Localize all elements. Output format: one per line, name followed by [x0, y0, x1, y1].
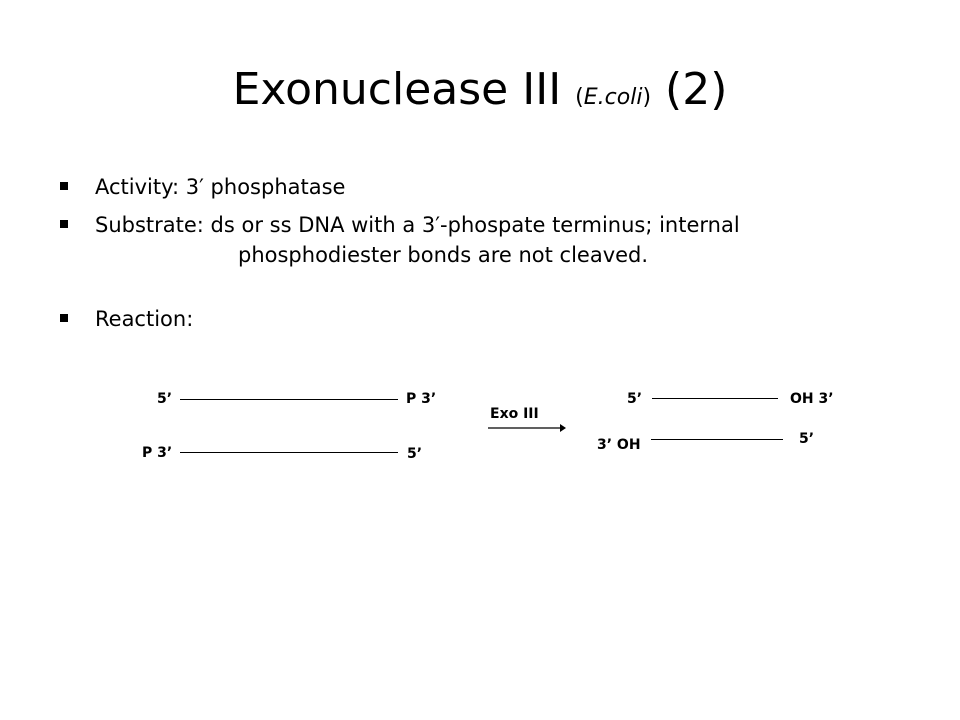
substrate-bottom-strand	[180, 452, 398, 453]
product-bottom-3prime-oh-label: 3’ OH	[597, 437, 641, 453]
bullet-substrate-text: Substrate: ds or ss DNA with a 3′-phospate terminus; internal	[95, 213, 740, 237]
substrate-top-p3prime-label: P 3’	[406, 391, 437, 407]
bullet-substrate-continuation: phosphodiester bonds are not cleaved.	[238, 243, 649, 267]
title-organism-name: E.coli	[583, 85, 643, 110]
title-suffix: (2)	[665, 64, 728, 115]
substrate-bottom-p3prime-label: P 3’	[142, 445, 173, 461]
title-main: Exonuclease III	[232, 64, 562, 115]
bullet-reaction-text: Reaction:	[95, 307, 194, 331]
substrate-top-5prime-label: 5’	[157, 391, 173, 407]
product-bottom-5prime-label: 5’	[799, 431, 815, 447]
substrate-bottom-5prime-label: 5’	[407, 446, 423, 462]
product-top-strand	[652, 398, 778, 399]
title-paren-close: )	[642, 85, 652, 110]
product-top-5prime-label: 5’	[627, 391, 643, 407]
bullet-activity-text: Activity: 3′ phosphatase	[95, 175, 346, 199]
title-paren-open: (	[575, 85, 584, 110]
enzyme-label: Exo III	[490, 406, 539, 422]
substrate-top-strand	[180, 399, 398, 400]
product-bottom-strand	[651, 439, 783, 440]
product-top-oh3prime-label: OH 3’	[790, 391, 834, 407]
reaction-arrow-icon	[486, 422, 566, 434]
